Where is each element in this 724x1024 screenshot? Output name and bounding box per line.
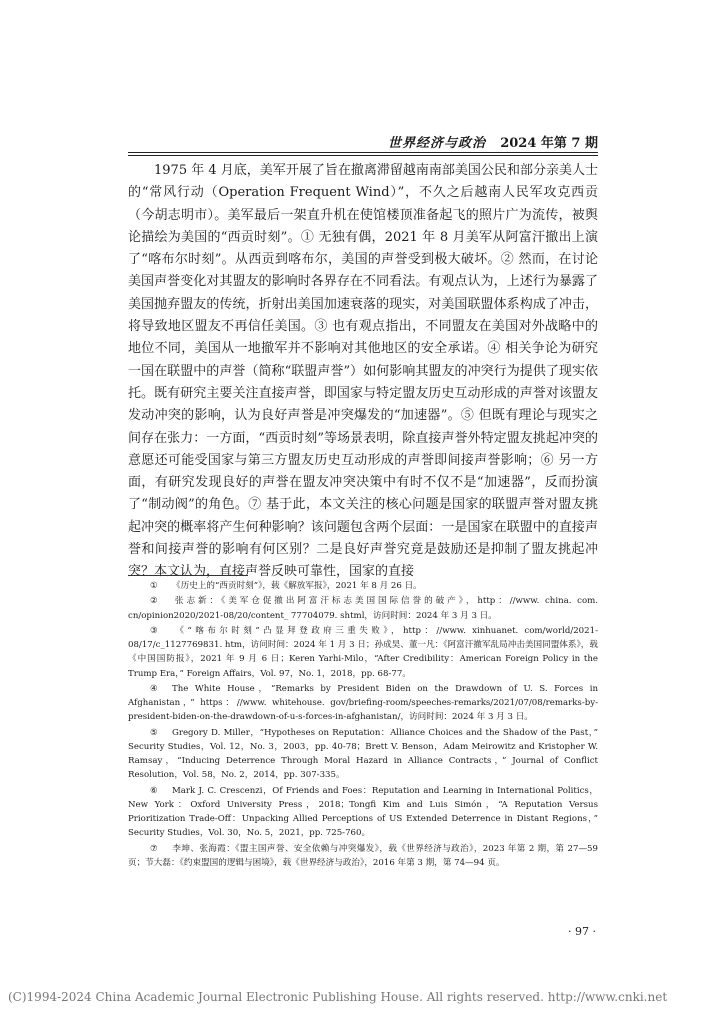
body-text <box>128 160 598 584</box>
footnote-mark: ① <box>150 581 158 591</box>
footnote-text: Mark J. C. Crescenzi，Of Friends and Foes：Reputation and Learning in International Politics，New York：Oxford University Press，2018；Tongfi Kim and Luis Simón，“A Reputation Versus Prioritization Trade-Off：Unpacking Allied Perceptions of US Extended Deterrence in Distant Regions，” Security Studies，Vol. 30，No. 5，2021，pp. 725-760。 <box>128 785 598 839</box>
footnote <box>128 624 598 681</box>
footnote <box>128 579 598 593</box>
footnote-text: The White House，“Remarks by President Biden on the Drawdown of U. S. Forces in Afghanistan，” https：//www. whitehouse. gov/briefing-room/speeches-remarks/2021/07/08/remarks-by-president-biden-on-the-drawdown-of-u-s-forces-in-afghanistan/，访问时间：2024 年 3 月 3 日。 <box>128 683 598 723</box>
footnotes <box>128 579 598 871</box>
issue-label: 2024 年第 7 期 <box>500 136 598 151</box>
footnote <box>128 726 598 783</box>
header-rule <box>128 152 598 153</box>
journal-title: 世界经济与政治 <box>388 136 487 151</box>
footnote-mark: ⑥ <box>150 785 158 796</box>
footnote-separator <box>128 575 248 576</box>
footnote-text: 李坤、张海霞：《盟主国声誉、安全依赖与冲突爆发》，载《世界经济与政治》，2023 年第 2 期，第 27—59 页；节大磊：《约束盟国的逻辑与困境》，载《世界经济与政治》，2016 年第 3 期，第 74—94 页。 <box>128 843 598 868</box>
footnote-mark: ③ <box>150 625 158 636</box>
footnote-text: 张志新：《美军仓促撤出阿富汗标志美国国际信誉的破产》，http：//www. china. com. cn/opinion2020/2021-08/20/content_ 77704079. shtml，访问时间：2024 年 3 月 3 日。 <box>128 596 598 621</box>
footnote-text: 《“喀布尔时刻”凸显拜登政府三重失败》，http：//www. xinhuanet. com/world/2021-08/17/c_1127769831. htm，访问时间：2024 年 1 月 3 日；孙成昊、董一凡：《阿富汗撤军乱局冲击美国同盟体系》，载《中国国防报》，2021 年 9 月 6 日；Keren Yarhi-Milo，“After Credibility：American Foreign Policy in the Trump Era，” Foreign Affairs，Vol. 97，No. 1，2018，pp. 68-77。 <box>128 625 598 679</box>
body-paragraph: 1975 年 4 月底，美军开展了旨在撤离滞留越南南部美国公民和部分亲美人士的“常风行动（Operation Frequent Wind）”，不久之后越南人民军攻克西贡（今胡志明市）。美军最后一架直升机在使馆楼顶准备起飞的照片广为流传，被舆论描绘为美国的“西贡时刻”。① 无独有偶，2021 年 8 月美军从阿富汗撤出上演了“喀布尔时刻”。从西贡到喀布尔，美国的声誉受到极大破坏。② 然而，在讨论美国声誉变化对其盟友的影响时各界存在不同看法。有观点认为，上述行为暴露了美国抛弃盟友的传统，折射出美国加速衰落的现实，对美国联盟体系构成了冲击，将导致地区盟友不再信任美国。③ 也有观点指出，不同盟友在美国对外战略中的地位不同，美国从一地撤军并不影响对其他地区的安全承诺。④ 相关争论为研究一国在联盟中的声誉（简称“联盟声誉”）如何影响其盟友的冲突行为提供了现实依托。既有研究主要关注直接声誉，即国家与特定盟友历史互动形成的声誉对该盟友发动冲突的影响，认为良好声誉是冲突爆发的“加速器”。⑤ 但既有理论与现实之间存在张力：一方面，“西贡时刻”等场景表明，除直接声誉外特定盟友挑起冲突的意愿还可能受国家与第三方盟友历史互动形成的声誉即间接声誉影响；⑥ 另一方面，有研究发现良好的声誉在盟友冲突决策中有时不仅不是“加速器”，反而扮演了“制动阀”的角色。⑦ 基于此，本文关注的核心问题是国家的联盟声誉对盟友挑起冲突的概率将产生何种影响？该问题包含两个层面：一是国家在联盟中的直接声誉和间接声誉的影响有何区别？二是良好声誉究竟是鼓励还是抑制了盟友挑起冲突？本文认为，直接声誉反映可靠性，国家的直接 <box>128 163 598 580</box>
footnote-text: 《历史上的“西贡时刻”》，载《解放军报》，2021 年 8 月 26 日。 <box>172 581 422 591</box>
header-rule-thin <box>128 155 598 156</box>
footnote-mark: ⑤ <box>150 727 158 738</box>
footnote <box>128 784 598 841</box>
footnote <box>128 842 598 870</box>
footnote <box>128 682 598 725</box>
footnote <box>128 594 598 622</box>
footnote-mark: ④ <box>150 683 158 694</box>
page-number: · 97 · <box>568 925 596 938</box>
footnote-mark: ⑦ <box>150 843 158 854</box>
copyright-footer: (C)1994-2024 China Academic Journal Electronic Publishing House. All rights reserved. http://www.cnki.net <box>8 990 668 1004</box>
footnote-mark: ② <box>150 596 158 607</box>
running-header <box>128 132 598 152</box>
footnote-text: Gregory D. Miller，“Hypotheses on Reputation：Alliance Choices and the Shadow of the Past，” Security Studies，Vol. 12，No. 3，2003，pp. 40-78；Brett V. Benson，Adam Meirowitz and Kristopher W. Ramsay，“Inducing Deterrence Through Moral Hazard in Alliance Contracts，” Journal of Conflict Resolution，Vol. 58，No. 2，2014，pp. 307-335。 <box>128 727 598 781</box>
